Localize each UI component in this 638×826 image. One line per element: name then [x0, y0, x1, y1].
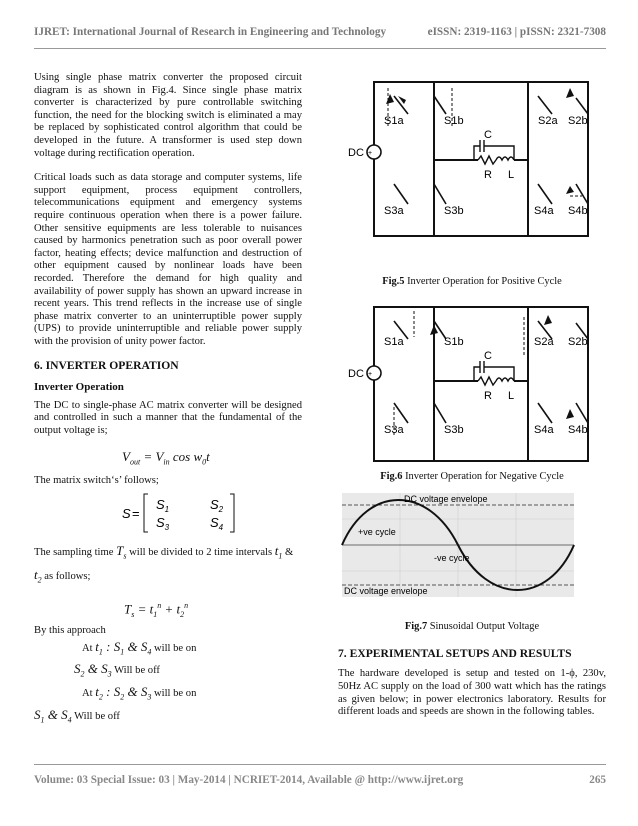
- svg-text:DC: DC: [348, 147, 364, 159]
- svg-text:S3: $S_3$: [156, 515, 170, 533]
- fig6-circuit-diagram: [338, 297, 606, 467]
- section-title-7: 7. EXPERIMENTAL SETUPS AND RESULTS: [338, 646, 572, 660]
- svg-text:S3a: S3a: [384, 205, 404, 217]
- paragraph-2: Critical loads such as data storage and computer systems, life support equipment, process equipment controllers, telecommunications equipment and emergency systems require continuous operation when there is a power failure. Other sensitive equipments are less tolerable to nuisances caused by harmonics penetration such as poor overall power factor, heating effects; device malfunction and destruction of other equipment caused by nonlinear loads have been recorded. Therefore the demand for high quality and availability of power supply has shown an upward increase in recent years. This trend reflects in the increase use of single phase matrix converter to an uninterruptible power supply (UPS) to provide uninterruptible and reliable power supply with the provision of unity power factor.: [34, 172, 302, 347]
- svg-text:L: L: [508, 389, 515, 402]
- svg-text:S1b: S1b: [444, 115, 464, 127]
- svg-text:S3b: S3b: [444, 423, 464, 436]
- svg-text:S2b: S2b: [568, 335, 588, 348]
- svg-text:DC voltage envelope: DC voltage envelope: [404, 494, 488, 505]
- equation-vout: $V_{out} = V_{in}$ $\cos w_0t$: [122, 449, 210, 468]
- svg-text:+: +: [368, 370, 373, 378]
- svg-text:S1: $S_1$: [156, 497, 170, 515]
- page-footer: [34, 774, 606, 786]
- equation-matrix: [34, 488, 302, 538]
- page-header: [34, 26, 606, 38]
- issn: eISSN: 2319-1163 | pISSN: 2321-7308: [427, 26, 606, 38]
- section-title-6: 6. INVERTER OPERATION: [34, 359, 179, 373]
- matrix-intro: The matrix switch‘s’ follows;: [34, 475, 159, 487]
- fig6-caption: Fig.6 Inverter Operation for Negative Cycle: [380, 470, 564, 482]
- svg-text:R: R: [484, 389, 492, 402]
- approach-text: By this approach: [34, 625, 106, 637]
- left-column: Using single phase matrix converter the proposed circuit diagram is as shown in Fig.4. Since single phase matrix converter is characterized by pure controllable switching function, the need for the blocking switch is eliminated a may be replaced by sophisticated control algorithm that could be developed in the future. A transformer is used step down voltage during rectification operation. Critical loads such as data storage and computer systems, life support equipment, process equipment controllers, telecommunications equipment and emergency systems require continuous operation when there is a power failure. Other sensitive equipments are less tolerable to nuisances caused by harmonics penetration such as poor overall power factor, heating effects; device malfunction and destruction of other equipment caused by nonlinear loads have been recorded. Therefore the demand for high quality and availability of power supply has shown an upward increase in recent years. This trend reflects in the increase use of single phase matrix converter to an uninterruptible power supply (UPS) to provide uninterruptible and reliable power supply with the provision of unity power factor. 6. INVERTER OPERATION Inverter Operation The DC to single-phase AC matrix converter will be designed and controlled in such a manner that the fundamental of the output voltage is; $V_{out} = V_{in}$ $\cos w_0t$ The matrix switch‘s’ follows; S = $S_1$ $S_2$ $S_3$ $S_4$ The sampling time $T_s$ will be divided to 2 time intervals $t_1$ & $t_2$ as follows; $T_s = t_1^n + t_2^n$ By this approach At $t_1$ : $S_1$ & $S_4$ will be on $S_2$ & $S_3$ Will be off At $t_2$ : $S_2$ & $S_3$ will be on $S_1$ & $S_4$ Will be off: [34, 72, 302, 725]
- fig7-sine-plot: [338, 491, 606, 599]
- approach-steps: At $t_1$ : $S_1$ & $S_4$ will be on $S_2$ & $S_3$ Will be off At $t_2$ : $S_2$ & $S_3$ will be on: [74, 638, 197, 702]
- sampling-text: The sampling time $T_s$ will be divided to 2 time intervals $t_1$ & $t_2$ as follows;: [34, 543, 294, 585]
- paragraph-3: The DC to single-phase AC matrix converter will be designed and controlled in such a manner that the fundamental of the output voltage is;: [34, 399, 302, 436]
- svg-text:=: =: [132, 506, 140, 522]
- fig5-caption: Fig.5 Inverter Operation for Positive Cycle: [382, 276, 562, 287]
- header-rule: [34, 48, 606, 49]
- svg-text:S4b: S4b: [568, 423, 588, 436]
- svg-text:S1a: S1a: [384, 335, 404, 348]
- page-number: 265: [589, 774, 606, 786]
- svg-text:-ve cycle: -ve cycle: [434, 553, 470, 564]
- svg-text:S2a: S2a: [538, 115, 558, 127]
- paragraph-1: Using single phase matrix converter the proposed circuit diagram is as shown in Fig.4. Since single phase matrix converter is characterized by pure controllable switching function, the need for the blocking switch is eliminated a may be replaced by sophisticated control algorithm that could be developed in the future. A transformer is used step down voltage during rectification operation.: [34, 72, 302, 159]
- fig5-circuit-diagram: [338, 66, 606, 266]
- svg-text:S4b: S4b: [568, 205, 588, 217]
- fig7-caption: Fig.7 Sinusoidal Output Voltage: [404, 621, 540, 633]
- footer-rule: [34, 764, 606, 765]
- svg-text:R: R: [484, 169, 492, 181]
- svg-text:L: L: [508, 169, 515, 181]
- svg-text:C: C: [484, 129, 492, 141]
- svg-text:+: +: [368, 150, 373, 157]
- equation-ts: $T_s = t_1^n + t_2^n$: [124, 601, 189, 620]
- svg-text:S2a: S2a: [534, 335, 554, 348]
- svg-text:+ve cycle: +ve cycle: [358, 527, 396, 538]
- svg-text:S4a: S4a: [534, 423, 554, 436]
- issue-info: Volume: 03 Special Issue: 03 | May-2014 | NCRIET-2014, Available @ http://www.ijret.org: [34, 774, 464, 786]
- svg-text:S1b: S1b: [444, 335, 464, 348]
- svg-text:S2: $S_2$: [210, 497, 224, 515]
- svg-text:S: S: [122, 506, 131, 522]
- svg-text:S4a: S4a: [534, 205, 554, 217]
- journal-name: IJRET: International Journal of Research in Engineering and Technology: [34, 26, 387, 38]
- paragraph-results: The hardware developed is setup and tested on 1-ϕ, 230v, 50Hz AC supply on the load of 300 watt which has the ratings as given below; in power electronics laboratory. Results for different loads and speeds are shown in the following tables.: [338, 668, 606, 718]
- svg-text:DC voltage envelope: DC voltage envelope: [344, 586, 428, 597]
- subsection-title: Inverter Operation: [34, 381, 124, 394]
- svg-text:S3a: S3a: [384, 423, 404, 436]
- svg-text:S1a: S1a: [384, 115, 404, 127]
- svg-text:DC: DC: [348, 367, 364, 380]
- svg-text:S4: $S_4$: [210, 515, 224, 533]
- svg-text:S2b: S2b: [568, 115, 588, 127]
- right-column: [338, 66, 606, 719]
- svg-text:S3b: S3b: [444, 205, 464, 217]
- svg-text:C: C: [484, 349, 492, 362]
